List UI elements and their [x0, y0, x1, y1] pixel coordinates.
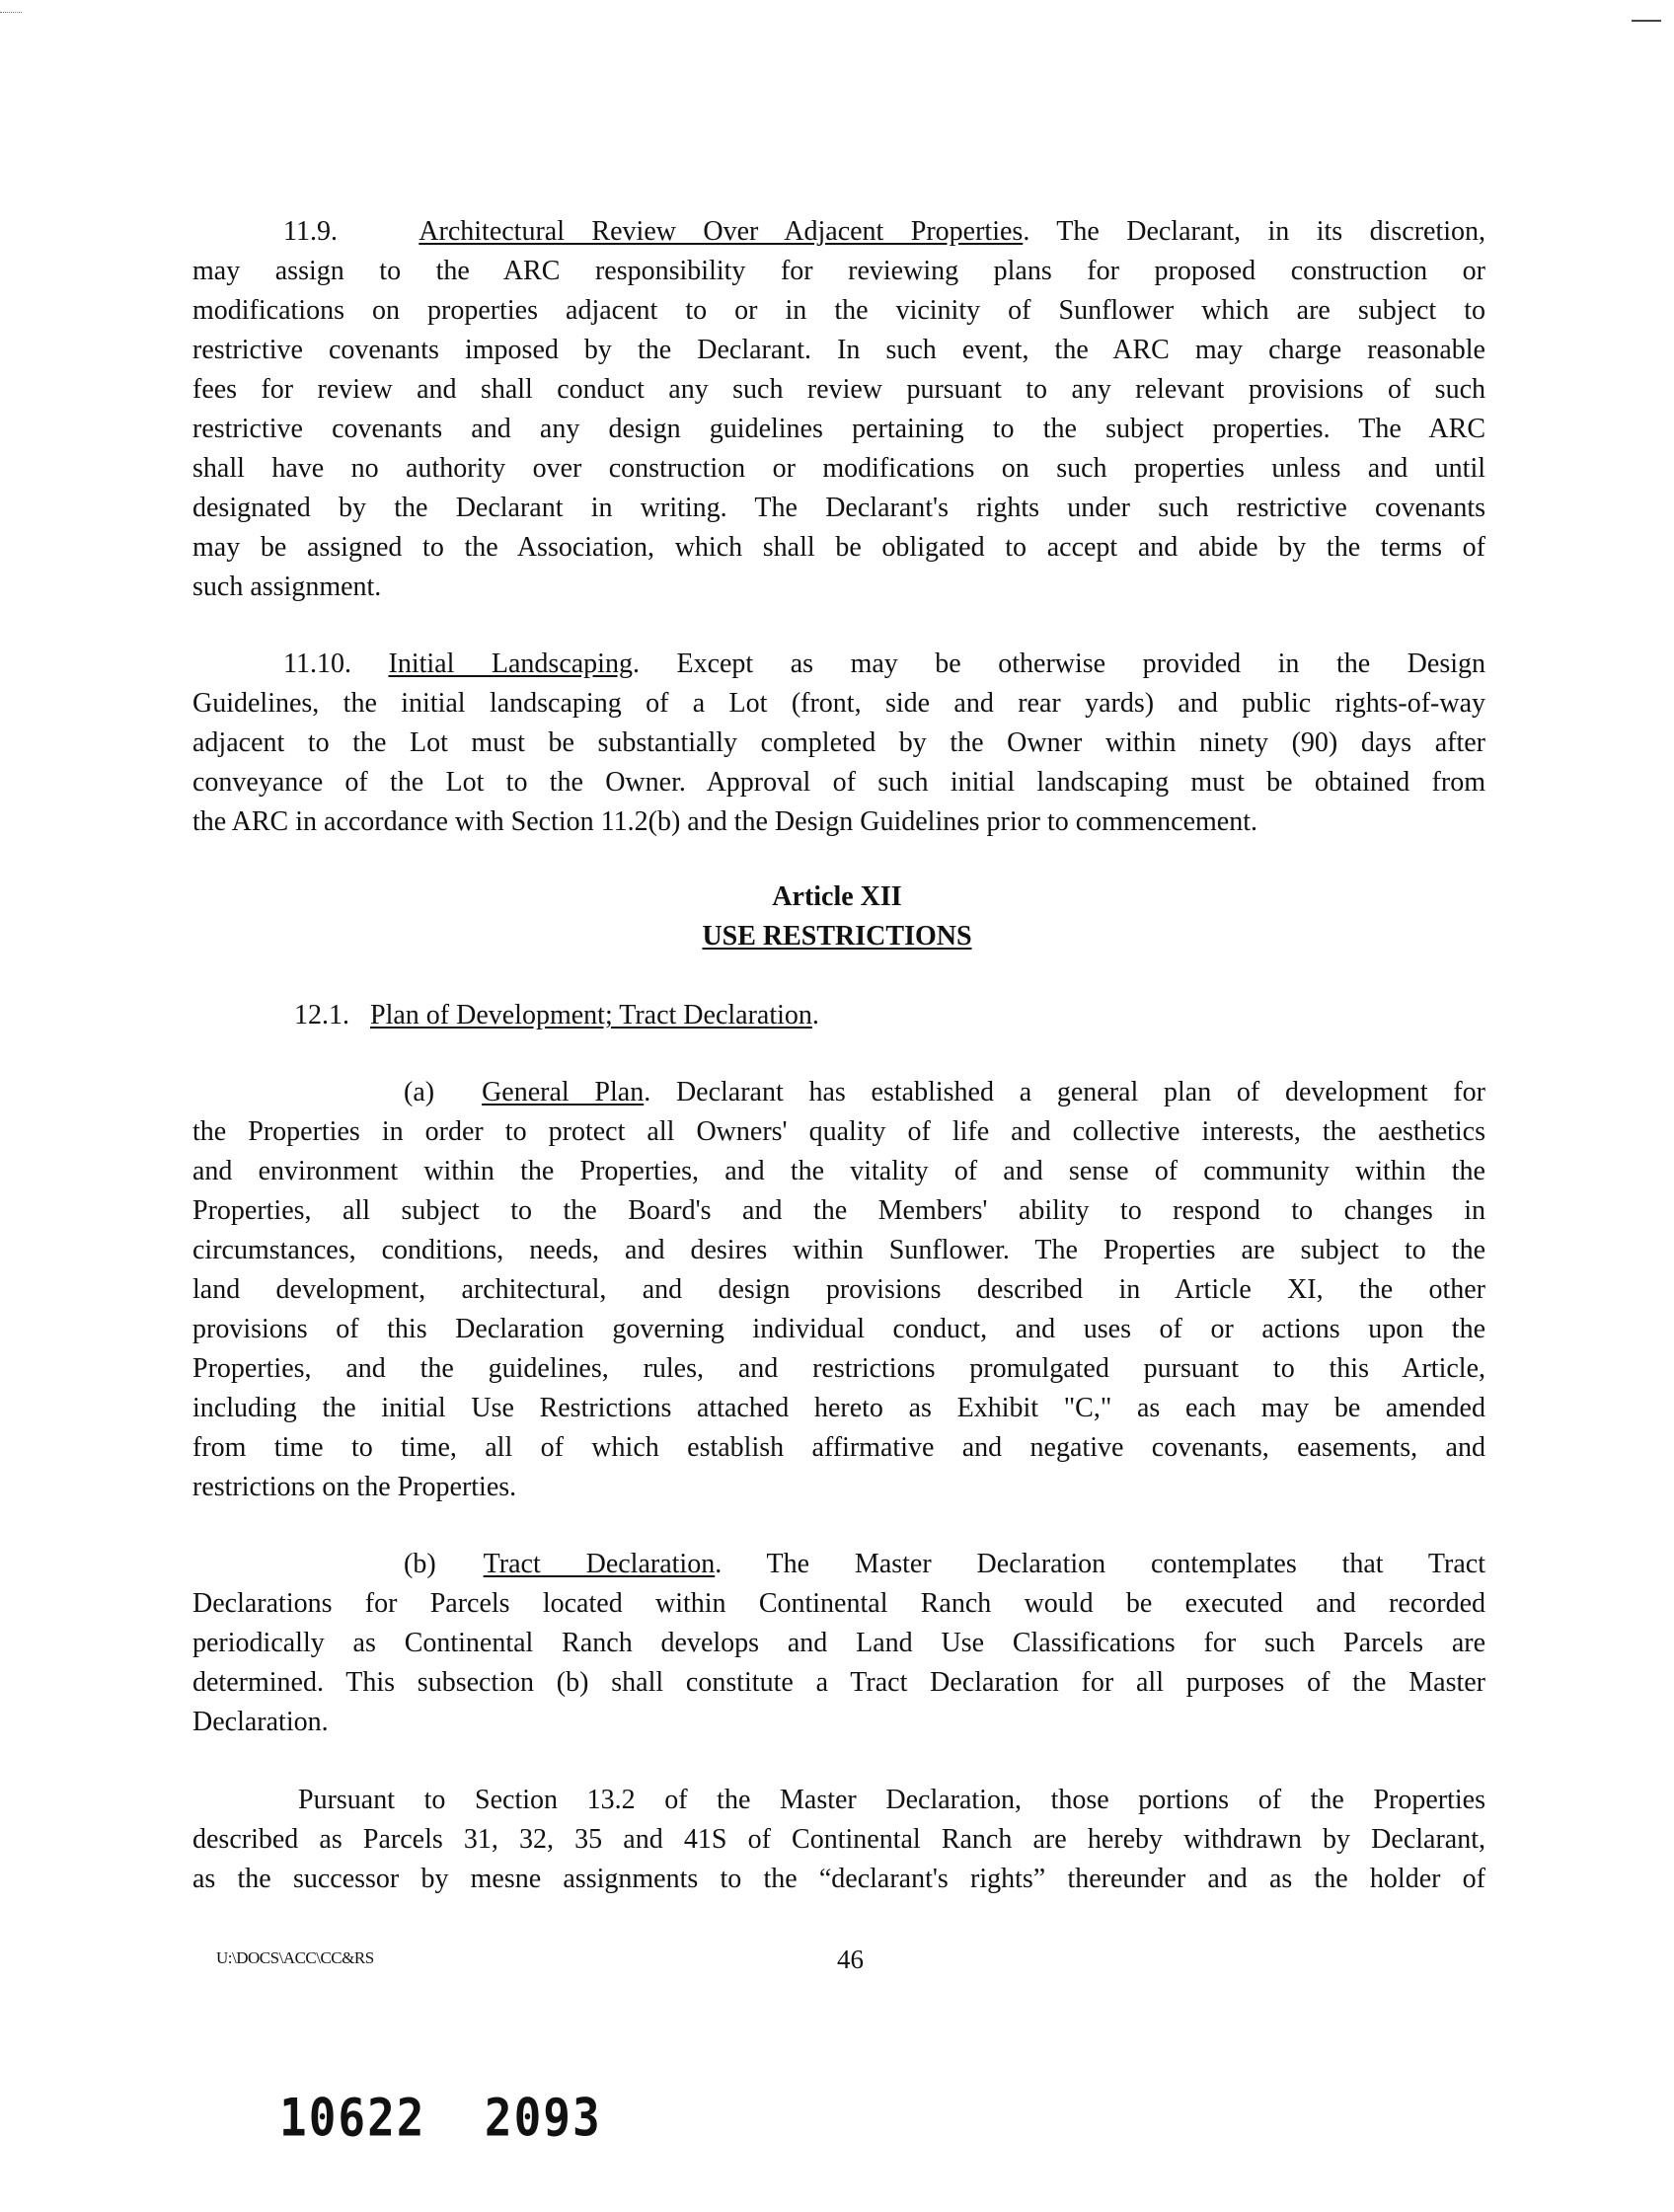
scan-mark [0, 12, 22, 13]
section-number: 11.10. [283, 648, 351, 679]
section-number: 12.1. [294, 1000, 349, 1030]
subsection-heading: General Plan [482, 1077, 645, 1107]
section-tail: . [811, 1000, 819, 1030]
subsection-b [192, 1545, 1485, 1742]
section-heading: Plan of Development; Tract Declaration [370, 1000, 812, 1030]
pursuant-paragraph [192, 1781, 1485, 1899]
section-heading-line [192, 996, 1485, 1035]
section-heading-line [192, 645, 1485, 684]
paragraph-line: land development, architectural, and design provisions described in Article XI, the other [192, 1274, 1485, 1305]
subsection-heading: Tract Declaration [483, 1549, 716, 1579]
article-subtitle-text: USE RESTRICTIONS [702, 921, 972, 952]
subsection-label: (b) [404, 1549, 436, 1579]
section-11-9 [192, 212, 1485, 607]
paragraph-line: determined. This subsection (b) shall constitute a Tract Declaration for all purposes of the Master [192, 1667, 1485, 1698]
section-heading-line [192, 212, 1485, 252]
stamp-page: 2093 [484, 2086, 602, 2149]
recording-stamp [279, 2087, 602, 2148]
paragraph-line: adjacent to the Lot must be substantially completed by the Owner within ninety (90) days after [192, 727, 1485, 758]
paragraph-line: such assignment. [192, 572, 382, 602]
paragraph-line: circumstances, conditions, needs, and desires within Sunflower. The Properties are subject to the [192, 1235, 1485, 1265]
article-subtitle [0, 917, 1674, 956]
section-lead: . Except as may be otherwise provided in the Design [632, 648, 1485, 679]
paragraph-line: modifications on properties adjacent to or in the vicinity of Sunflower which are subject to [192, 295, 1485, 326]
paragraph-line: the Properties in order to protect all Owners' quality of life and collective interests, the aesthetics [192, 1116, 1485, 1147]
paragraph-line: Pursuant to Section 13.2 of the Master Declaration, those portions of the Properties [298, 1785, 1485, 1815]
subsection-lead: . Declarant has established a general plan of development for [644, 1077, 1485, 1107]
paragraph-line: may assign to the ARC responsibility for reviewing plans for proposed construction or [192, 256, 1485, 286]
paragraph-line: designated by the Declarant in writing. The Declarant's rights under such restrictive covenants [192, 493, 1485, 523]
paragraph-line: described as Parcels 31, 32, 35 and 41S of Continental Ranch are hereby withdrawn by Declarant, [192, 1824, 1485, 1855]
subsection-a [192, 1073, 1485, 1507]
paragraph-line: and environment within the Properties, and the vitality of and sense of community within the [192, 1156, 1485, 1186]
paragraph-line: restrictions on the Properties. [192, 1472, 517, 1502]
paragraph-line: fees for review and shall conduct any such review pursuant to any relevant provisions of such [192, 374, 1485, 405]
section-heading: Architectural Review Over Adjacent Properties [418, 216, 1024, 247]
section-12-1 [192, 996, 1485, 1035]
paragraph-line: including the initial Use Restrictions attached hereto as Exhibit "C," as each may be amended [192, 1393, 1485, 1423]
paragraph-line: restrictive covenants imposed by the Declarant. In such event, the ARC may charge reasonable [192, 335, 1485, 365]
paragraph-line: may be assigned to the Association, which shall be obligated to accept and abide by the terms of [192, 532, 1485, 563]
subsection-label: (a) [404, 1077, 435, 1107]
footer-path: U:\DOCS\ACC\CC&RS [216, 1948, 374, 1967]
paragraph-line: Guidelines, the initial landscaping of a Lot (front, side and rear yards) and public rights-of-way [192, 688, 1485, 719]
page-number: 46 [837, 1945, 864, 1974]
paragraph-line: conveyance of the Lot to the Owner. Approval of such initial landscaping must be obtained from [192, 767, 1485, 798]
section-number: 11.9. [283, 216, 338, 247]
paragraph-line: periodically as Continental Ranch develops and Land Use Classifications for such Parcels are [192, 1628, 1485, 1658]
paragraph-line: provisions of this Declaration governing individual conduct, and uses of or actions upon the [192, 1314, 1485, 1344]
paragraph-line: as the successor by mesne assignments to the “declarant's rights” thereunder and as the holder of [192, 1864, 1485, 1894]
paragraph-line: shall have no authority over construction or modifications on such properties unless and until [192, 453, 1485, 484]
subsection-lead: . The Master Declaration contemplates that Tract [715, 1549, 1485, 1579]
stamp-book: 10622 [279, 2086, 426, 2149]
scan-mark [1632, 20, 1661, 22]
paragraph-line: Properties, all subject to the Board's and the Members' ability to respond to changes in [192, 1195, 1485, 1226]
section-heading: Initial Landscaping [388, 648, 633, 679]
section-lead: . The Declarant, in its discretion, [1023, 216, 1485, 247]
paragraph-line: Declaration. [192, 1707, 329, 1737]
paragraph-line: from time to time, all of which establish affirmative and negative covenants, easements, and [192, 1432, 1485, 1463]
paragraph-line: restrictive covenants and any design guidelines pertaining to the subject properties. The ARC [192, 414, 1485, 444]
paragraph-line: Properties, and the guidelines, rules, and restrictions promulgated pursuant to this Article, [192, 1353, 1485, 1384]
section-11-10 [192, 645, 1485, 842]
article-title: Article XII [772, 881, 902, 912]
paragraph-line: the ARC in accordance with Section 11.2(b) and the Design Guidelines prior to commencement. [192, 806, 1258, 837]
paragraph-line: Declarations for Parcels located within Continental Ranch would be executed and recorded [192, 1588, 1485, 1619]
subsection-heading-line [192, 1545, 1485, 1584]
subsection-heading-line [192, 1073, 1485, 1112]
